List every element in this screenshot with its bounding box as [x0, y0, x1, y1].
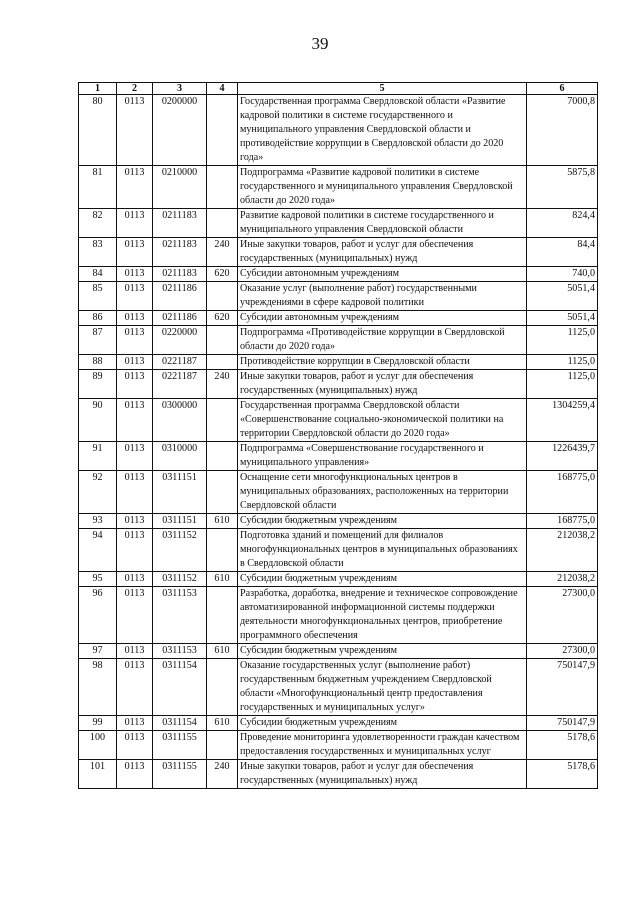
amount-cell: 1125,0 — [527, 355, 598, 370]
table-row — [79, 572, 598, 587]
table-row — [79, 209, 598, 238]
amount-cell: 84,4 — [527, 238, 598, 267]
item-name-cell: Иные закупки товаров, работ и услуг для обеспечения государственных (муниципальных) нужд — [238, 238, 527, 267]
table-row — [79, 282, 598, 311]
table-header — [79, 83, 598, 95]
target-item-code-cell: 0311154 — [153, 716, 207, 731]
table-row — [79, 587, 598, 644]
section-code-cell: 0113 — [117, 587, 153, 644]
target-item-code-cell: 0200000 — [153, 95, 207, 166]
table-row — [79, 529, 598, 572]
target-item-code-cell: 0311151 — [153, 471, 207, 514]
target-item-code-cell: 0310000 — [153, 442, 207, 471]
section-code-cell: 0113 — [117, 644, 153, 659]
section-code-cell: 0113 — [117, 731, 153, 760]
expense-kind-code-cell — [207, 442, 238, 471]
table-row — [79, 716, 598, 731]
amount-cell: 5178,6 — [527, 731, 598, 760]
row-number-cell: 84 — [79, 267, 117, 282]
table-row — [79, 267, 598, 282]
item-name-cell: Субсидии автономным учреждениям — [238, 267, 527, 282]
column-header: 4 — [207, 83, 238, 95]
target-item-code-cell: 0311155 — [153, 731, 207, 760]
item-name-cell: Иные закупки товаров, работ и услуг для обеспечения государственных (муниципальных) нужд — [238, 370, 527, 399]
section-code-cell: 0113 — [117, 370, 153, 399]
item-name-cell: Подпрограмма «Совершенствование государственного и муниципального управления» — [238, 442, 527, 471]
target-item-code-cell: 0311154 — [153, 659, 207, 716]
row-number-cell: 99 — [79, 716, 117, 731]
amount-cell: 212038,2 — [527, 572, 598, 587]
section-code-cell: 0113 — [117, 514, 153, 529]
amount-cell: 5051,4 — [527, 282, 598, 311]
budget-table — [78, 82, 598, 789]
section-code-cell: 0113 — [117, 95, 153, 166]
item-name-cell: Субсидии бюджетным учреждениям — [238, 644, 527, 659]
target-item-code-cell: 0211186 — [153, 282, 207, 311]
target-item-code-cell: 0210000 — [153, 166, 207, 209]
item-name-cell: Субсидии бюджетным учреждениям — [238, 716, 527, 731]
item-name-cell: Разработка, доработка, внедрение и техническое сопровождение автоматизированной информационной системы поддержки деятельности многофункциональных центров, приобретение программного обеспечения — [238, 587, 527, 644]
amount-cell: 824,4 — [527, 209, 598, 238]
item-name-cell: Субсидии бюджетным учреждениям — [238, 572, 527, 587]
expense-kind-code-cell — [207, 587, 238, 644]
table-row — [79, 659, 598, 716]
expense-kind-code-cell: 610 — [207, 716, 238, 731]
table-row — [79, 514, 598, 529]
row-number-cell: 80 — [79, 95, 117, 166]
target-item-code-cell: 0311152 — [153, 572, 207, 587]
section-code-cell: 0113 — [117, 442, 153, 471]
row-number-cell: 86 — [79, 311, 117, 326]
row-number-cell: 94 — [79, 529, 117, 572]
expense-kind-code-cell — [207, 166, 238, 209]
expense-kind-code-cell — [207, 471, 238, 514]
row-number-cell: 97 — [79, 644, 117, 659]
section-code-cell: 0113 — [117, 355, 153, 370]
expense-kind-code-cell: 610 — [207, 514, 238, 529]
amount-cell: 750147,9 — [527, 716, 598, 731]
item-name-cell: Субсидии бюджетным учреждениям — [238, 514, 527, 529]
row-number-cell: 101 — [79, 760, 117, 789]
section-code-cell: 0113 — [117, 716, 153, 731]
section-code-cell: 0113 — [117, 572, 153, 587]
target-item-code-cell: 0220000 — [153, 326, 207, 355]
amount-cell: 168775,0 — [527, 514, 598, 529]
item-name-cell: Оказание государственных услуг (выполнение работ) государственным бюджетным учреждением Свердловской области «Многофункциональный центр предоставления государственных и муниципальных услуг» — [238, 659, 527, 716]
column-header: 5 — [238, 83, 527, 95]
item-name-cell: Проведение мониторинга удовлетворенности граждан качеством предоставления государственных и муниципальных услуг — [238, 731, 527, 760]
amount-cell: 5051,4 — [527, 311, 598, 326]
expense-kind-code-cell — [207, 659, 238, 716]
section-code-cell: 0113 — [117, 238, 153, 267]
target-item-code-cell: 0211186 — [153, 311, 207, 326]
amount-cell: 740,0 — [527, 267, 598, 282]
section-code-cell: 0113 — [117, 311, 153, 326]
section-code-cell: 0113 — [117, 760, 153, 789]
section-code-cell: 0113 — [117, 659, 153, 716]
expense-kind-code-cell: 610 — [207, 572, 238, 587]
item-name-cell: Подпрограмма «Развитие кадровой политики в системе государственного и муниципального управления Свердловской области до 2020 года» — [238, 166, 527, 209]
expense-kind-code-cell: 240 — [207, 760, 238, 789]
row-number-cell: 85 — [79, 282, 117, 311]
section-code-cell: 0113 — [117, 267, 153, 282]
section-code-cell: 0113 — [117, 326, 153, 355]
section-code-cell: 0113 — [117, 166, 153, 209]
table-row — [79, 370, 598, 399]
item-name-cell: Развитие кадровой политики в системе государственного и муниципального управления Свердловской области — [238, 209, 527, 238]
row-number-cell: 98 — [79, 659, 117, 716]
amount-cell: 750147,9 — [527, 659, 598, 716]
target-item-code-cell: 0221187 — [153, 370, 207, 399]
expense-kind-code-cell — [207, 399, 238, 442]
expense-kind-code-cell — [207, 95, 238, 166]
row-number-cell: 91 — [79, 442, 117, 471]
column-header: 3 — [153, 83, 207, 95]
item-name-cell: Государственная программа Свердловской области «Совершенствование социально-экономической политики на территории Свердловской области до 2020 года» — [238, 399, 527, 442]
table-row — [79, 355, 598, 370]
row-number-cell: 90 — [79, 399, 117, 442]
amount-cell: 5178,6 — [527, 760, 598, 789]
expense-kind-code-cell: 610 — [207, 644, 238, 659]
column-header: 6 — [527, 83, 598, 95]
section-code-cell: 0113 — [117, 471, 153, 514]
target-item-code-cell: 0300000 — [153, 399, 207, 442]
expense-kind-code-cell: 240 — [207, 370, 238, 399]
row-number-cell: 93 — [79, 514, 117, 529]
expense-kind-code-cell — [207, 209, 238, 238]
expense-kind-code-cell — [207, 731, 238, 760]
amount-cell: 27300,0 — [527, 644, 598, 659]
item-name-cell: Субсидии автономным учреждениям — [238, 311, 527, 326]
target-item-code-cell: 0311152 — [153, 529, 207, 572]
column-header: 1 — [79, 83, 117, 95]
row-number-cell: 96 — [79, 587, 117, 644]
expense-kind-code-cell: 620 — [207, 311, 238, 326]
table-row — [79, 731, 598, 760]
amount-cell: 168775,0 — [527, 471, 598, 514]
amount-cell: 1125,0 — [527, 326, 598, 355]
item-name-cell: Оснащение сети многофункциональных центров в муниципальных образованиях, расположенных на территории Свердловской области — [238, 471, 527, 514]
item-name-cell: Подпрограмма «Противодействие коррупции в Свердловской области до 2020 года» — [238, 326, 527, 355]
target-item-code-cell: 0211183 — [153, 238, 207, 267]
table-row — [79, 166, 598, 209]
table-row — [79, 399, 598, 442]
table-row — [79, 326, 598, 355]
section-code-cell: 0113 — [117, 209, 153, 238]
row-number-cell: 89 — [79, 370, 117, 399]
target-item-code-cell: 0211183 — [153, 209, 207, 238]
header-row — [79, 83, 598, 95]
item-name-cell: Противодействие коррупции в Свердловской области — [238, 355, 527, 370]
expense-kind-code-cell: 620 — [207, 267, 238, 282]
target-item-code-cell: 0311155 — [153, 760, 207, 789]
table-row — [79, 238, 598, 267]
page-number: 39 — [311, 34, 329, 53]
item-name-cell: Подготовка зданий и помещений для филиалов многофункциональных центров в муниципальных образованиях в Свердловской области — [238, 529, 527, 572]
amount-cell: 1125,0 — [527, 370, 598, 399]
expense-kind-code-cell — [207, 282, 238, 311]
section-code-cell: 0113 — [117, 529, 153, 572]
table-row — [79, 442, 598, 471]
row-number-cell: 88 — [79, 355, 117, 370]
item-name-cell: Государственная программа Свердловской области «Развитие кадровой политики в системе государственного и муниципального управления Свердловской области и противодействие коррупции в Свердловской области до 2020 года» — [238, 95, 527, 166]
row-number-cell: 92 — [79, 471, 117, 514]
expense-kind-code-cell: 240 — [207, 238, 238, 267]
row-number-cell: 100 — [79, 731, 117, 760]
table-body — [79, 95, 598, 789]
amount-cell: 212038,2 — [527, 529, 598, 572]
target-item-code-cell: 0311153 — [153, 587, 207, 644]
section-code-cell: 0113 — [117, 399, 153, 442]
target-item-code-cell: 0311153 — [153, 644, 207, 659]
row-number-cell: 87 — [79, 326, 117, 355]
amount-cell: 5875,8 — [527, 166, 598, 209]
expense-kind-code-cell — [207, 529, 238, 572]
item-name-cell: Оказание услуг (выполнение работ) государственными учреждениями в сфере кадровой политики — [238, 282, 527, 311]
row-number-cell: 81 — [79, 166, 117, 209]
row-number-cell: 95 — [79, 572, 117, 587]
section-code-cell: 0113 — [117, 282, 153, 311]
table-row — [79, 644, 598, 659]
target-item-code-cell: 0211183 — [153, 267, 207, 282]
amount-cell: 7000,8 — [527, 95, 598, 166]
table-row — [79, 471, 598, 514]
expense-kind-code-cell — [207, 326, 238, 355]
table-row — [79, 760, 598, 789]
target-item-code-cell: 0311151 — [153, 514, 207, 529]
table-row — [79, 311, 598, 326]
target-item-code-cell: 0221187 — [153, 355, 207, 370]
row-number-cell: 82 — [79, 209, 117, 238]
amount-cell: 1304259,4 — [527, 399, 598, 442]
expense-kind-code-cell — [207, 355, 238, 370]
table-row — [79, 95, 598, 166]
row-number-cell: 83 — [79, 238, 117, 267]
amount-cell: 1226439,7 — [527, 442, 598, 471]
item-name-cell: Иные закупки товаров, работ и услуг для обеспечения государственных (муниципальных) нужд — [238, 760, 527, 789]
column-header: 2 — [117, 83, 153, 95]
amount-cell: 27300,0 — [527, 587, 598, 644]
